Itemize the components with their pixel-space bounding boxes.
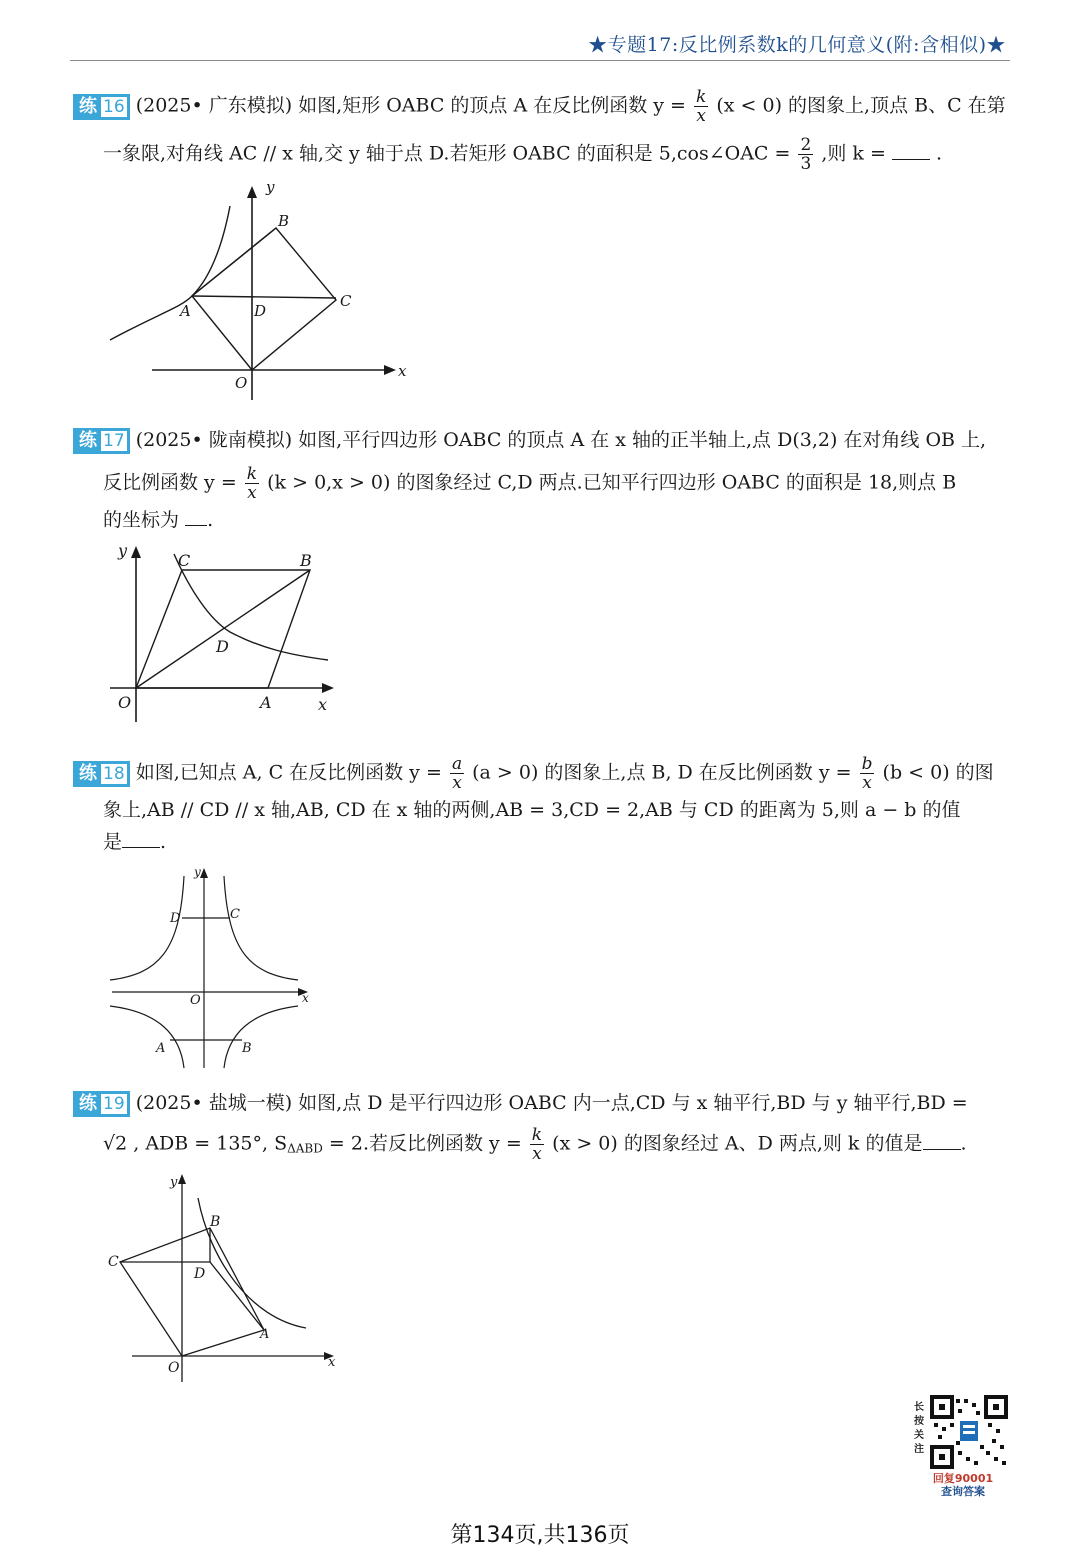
diagonal-ob	[136, 570, 310, 688]
label-o: O	[235, 374, 248, 392]
hyperbola-curve	[224, 876, 298, 980]
label-b: B	[278, 212, 290, 230]
label-o: O	[190, 993, 201, 1008]
fraction: $\frac{a}{x}$	[451, 754, 463, 793]
label-y: y	[118, 541, 128, 560]
problem-tag: 练 16	[73, 94, 130, 120]
hyperbola-curve	[110, 876, 184, 980]
answer-blank	[122, 829, 160, 848]
problem-text: (2025• 广东模拟) 如图,矩形 OABC 的顶点 A 在反比例函数 y =	[135, 94, 686, 117]
label-a: A	[260, 693, 272, 712]
problem-text: √2 , ADB = 135°, S	[103, 1132, 288, 1155]
y-arrow	[247, 186, 257, 198]
page-number: 第134页,共136页	[450, 1523, 630, 1548]
label-d: D	[254, 302, 267, 320]
header-title: ★专题17:反比例系数k的几何意义(附:含相似)★	[588, 34, 1006, 56]
hyperbola-curve	[110, 1006, 184, 1068]
page-header	[70, 28, 1010, 61]
label-x: x	[302, 991, 309, 1005]
problem-text: (k > 0,x > 0) 的图象经过 C,D 两点.已知平行四边形 OABC 的面积是 18,则点 B	[267, 471, 957, 494]
hyperbola-curve	[224, 1006, 298, 1068]
label-c: C	[108, 1254, 119, 1270]
label-d: D	[194, 1266, 206, 1282]
label-y: y	[194, 865, 201, 879]
problem-text: 象上,AB // CD // x 轴,AB, CD 在 x 轴的两侧,AB = 3,CD = 2,AB 与 CD 的距离为 5,则 a − b 的值	[103, 799, 961, 821]
rectangle-oabc	[192, 228, 336, 370]
label-c: C	[340, 292, 352, 310]
label-b: B	[300, 551, 312, 570]
problem-text: (2025• 陇南模拟) 如图,平行四边形 OABC 的顶点 A 在 x 轴的正半轴上,点 D(3,2) 在对角线 OB 上,	[135, 429, 987, 451]
problem-text: (x < 0) 的图象上,顶点 B、C 在第	[716, 94, 1006, 117]
answer-blank	[185, 507, 207, 526]
figure-19	[100, 1170, 345, 1385]
label-a: A	[180, 302, 191, 320]
label-o: O	[168, 1360, 180, 1376]
answer-blank	[923, 1131, 961, 1150]
problem-text: (2025• 盐城一模) 如图,点 D 是平行四边形 OABC 内一点,CD 与 x 轴平行,BD 与 y 轴平行,BD =	[135, 1092, 968, 1114]
qr-side-text: 长按关注	[914, 1402, 924, 1455]
fraction: $\frac{k}{x}$	[696, 87, 707, 126]
label-c: C	[178, 551, 191, 570]
problem-tag: 练 17	[73, 428, 130, 454]
problem-text: ,则 k =	[821, 142, 892, 165]
label-x: x	[328, 1355, 336, 1370]
label-y: y	[170, 1175, 178, 1190]
label-c: C	[230, 907, 240, 922]
label-d: D	[216, 637, 229, 656]
x-arrow	[384, 365, 396, 375]
problem-text: (a > 0) 的图象上,点 B, D 在反比例函数 y =	[472, 761, 852, 784]
figure-17	[100, 540, 350, 725]
label-d: D	[170, 911, 181, 926]
fraction: $\frac{k}{x}$	[246, 464, 258, 503]
problem-text: 反比例函数 y =	[103, 471, 237, 494]
problem-text: 是	[103, 831, 123, 853]
label-a: A	[156, 1041, 166, 1056]
label-a: A	[260, 1327, 270, 1342]
segment-ad	[210, 1262, 264, 1330]
problem-text: 一象限,对角线 AC // x 轴,交 y 轴于点 D.若矩形 OABC 的面积是 5,cos∠OAC =	[103, 142, 791, 165]
label-x: x	[398, 362, 407, 380]
qr-code-icon[interactable]	[930, 1395, 1008, 1469]
fraction: $\frac{k}{x}$	[531, 1125, 543, 1164]
fraction: $\frac{b}{x}$	[861, 754, 873, 793]
label-b: B	[210, 1214, 221, 1230]
label-y: y	[266, 178, 275, 196]
problem-text: (b < 0) 的图	[882, 761, 994, 784]
problem-text: (x > 0) 的图象经过 A、D 两点,则 k 的值是	[552, 1132, 923, 1155]
problem-tag: 练 19	[73, 1091, 130, 1117]
label-b: B	[242, 1041, 252, 1056]
diagonal-ac	[192, 296, 336, 298]
parallelogram-oabc	[120, 1228, 264, 1356]
label-x: x	[318, 695, 328, 714]
problem-tag: 练 18	[73, 761, 130, 787]
qr-caption: 回复90001 查询答案	[932, 1472, 994, 1498]
problem-text: 如图,已知点 A, C 在反比例函数 y =	[135, 761, 442, 784]
figure-18	[108, 862, 314, 1072]
fraction: $\frac{2}{3}$	[800, 135, 812, 174]
figure-16	[100, 178, 420, 403]
answer-blank	[892, 141, 930, 160]
problem-text: 的坐标为	[103, 509, 180, 531]
label-o: O	[118, 693, 132, 712]
